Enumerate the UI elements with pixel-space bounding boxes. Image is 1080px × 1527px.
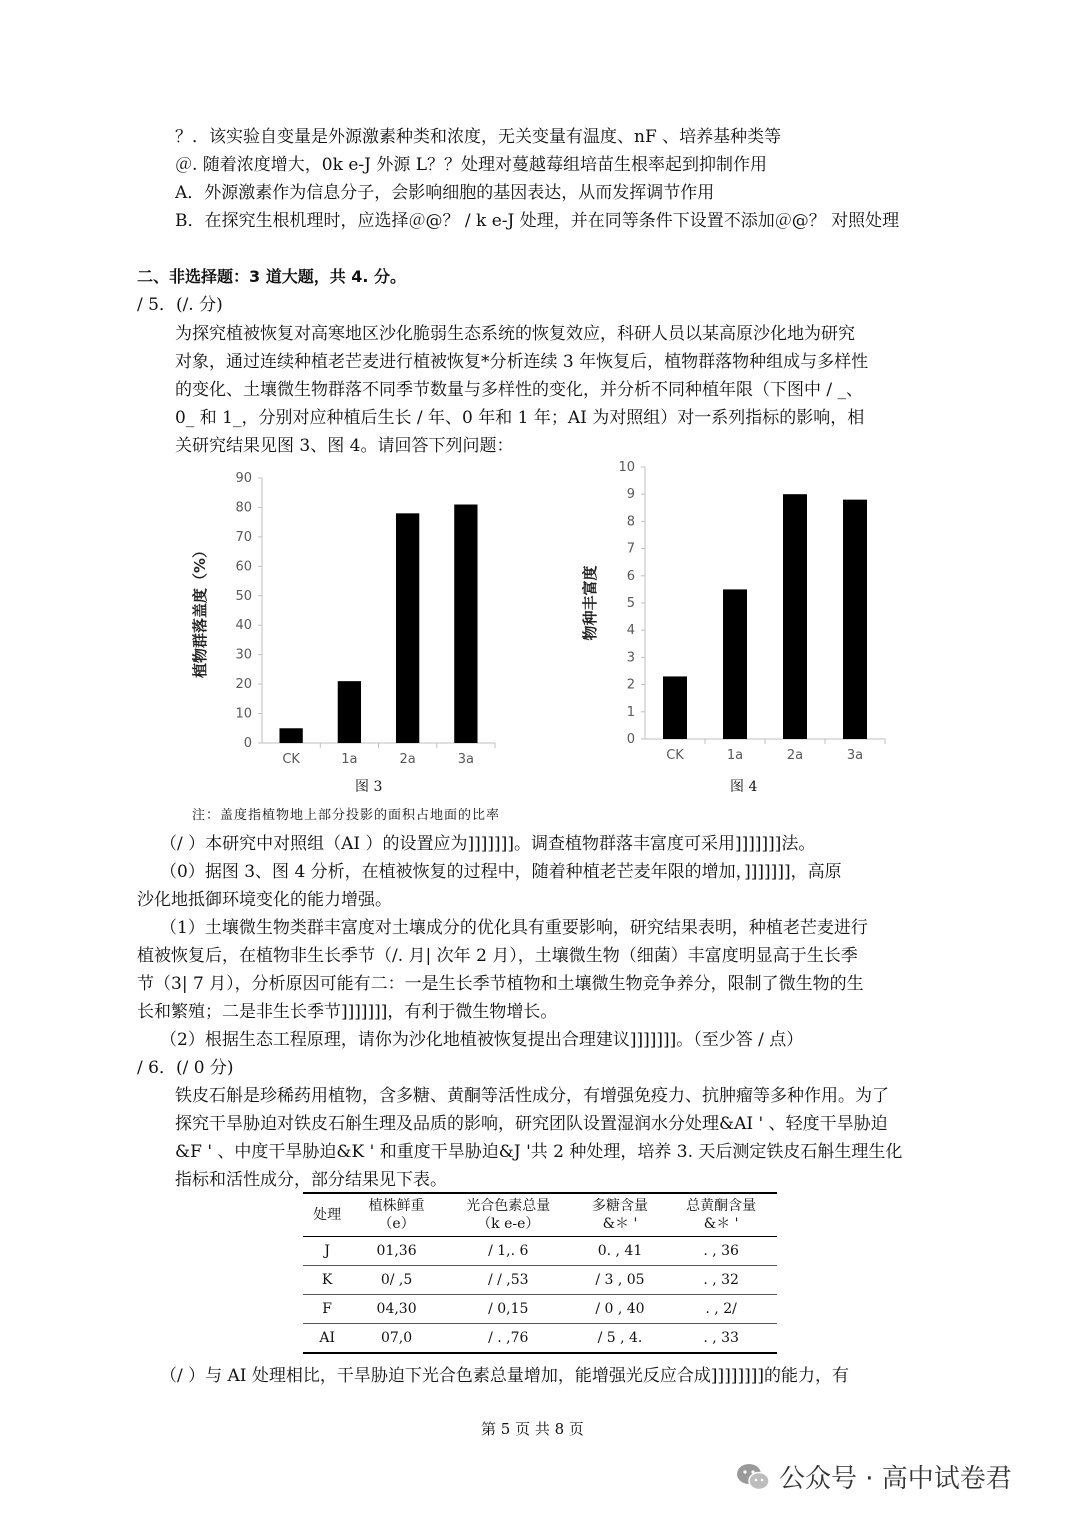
q15-sub-2: （0）据图 3、图 4 分析，在植被恢复的过程中，随着种植老芒麦年限的增加，]]]]]]]，高原 (160, 862, 842, 882)
table-row (303, 1237, 777, 1266)
table-row (303, 1324, 777, 1354)
table-cell: 04,30 (351, 1295, 442, 1324)
table-cell: / 0 , 40 (575, 1295, 666, 1324)
q15-intro-line-2: 对象，通过连续种植老芒麦进行植被恢复*分析连续 3 年恢复后，植物群落物种组成与多样性 (175, 352, 869, 372)
table-cell: J (303, 1237, 351, 1266)
table-cell: . , 36 (665, 1237, 777, 1266)
y-tick-label: 40 (235, 618, 252, 634)
x-tick-label: 2a (786, 748, 804, 763)
y-tick-label: 9 (626, 487, 635, 503)
q16-intro-line-1: 铁皮石斛是珍稀药用植物，含多糖、黄酮等活性成分，有增强免疫力、抗肿瘤等多种作用。为了 (175, 1086, 889, 1106)
table-cell: F (303, 1295, 351, 1324)
y-tick-label: 1 (626, 704, 635, 720)
q16-sub-1: （/ ）与 AI 处理相比，干旱胁迫下光合色素总量增加，能增强光反应合成]]]]]]]]的能力，有 (160, 1366, 849, 1386)
q16-intro-line-2: 探究干旱胁迫对铁皮石斛生理及品质的影响，研究团队设置湿润水分处理&AI ' 、轻度干旱胁迫 (175, 1114, 888, 1134)
y-tick-label: 7 (626, 541, 635, 557)
watermark (735, 1458, 1012, 1495)
y-tick-label: 5 (626, 596, 635, 611)
table-cell: 0/ ,5 (351, 1266, 442, 1295)
figure-4-svg (575, 455, 895, 790)
y-tick-label: 0 (243, 736, 252, 751)
wechat-icon (735, 1462, 771, 1492)
y-tick-label: 3 (626, 650, 635, 666)
q16-intro-line-3: &F ' 、中度干旱胁迫&K ' 和重度干旱胁迫&J '共 2 种处理，培养 3. 天后测定铁皮石斛生理生化 (175, 1142, 903, 1162)
x-tick-label: CK (666, 748, 684, 763)
q15-sub-3-cont-2: 节（3| 7 月），分析原因可能有二：一是生长季节植物和土壤微生物竞争养分，限制了微生物的生 (137, 974, 864, 994)
table-cell: . , 33 (665, 1324, 777, 1354)
chart-figure-4 (575, 455, 895, 790)
q16-number: / 6．(/ 0 分) (137, 1058, 234, 1078)
table-cell: / 1,. 6 (442, 1237, 575, 1266)
watermark-text: 公众号 · 高中试卷君 (779, 1464, 1012, 1494)
bar-CK (279, 728, 302, 743)
q15-sub-3: （1）土壤微生物类群丰富度对土壤成分的优化具有重要影响，研究结果表明，种植老芒麦进行 (160, 918, 868, 938)
table-header-row (303, 1193, 777, 1237)
figure-4-caption: 图 4 (730, 779, 758, 795)
y-tick-label: 20 (235, 677, 252, 693)
y-tick-label: 0 (626, 732, 635, 747)
x-tick-label: 1a (341, 752, 358, 767)
option-at: ＠. 随着浓度增大，0k e-J 外源 L？？处理对蔓越莓组培苗生根率起到抑制作用 (175, 155, 768, 175)
bar-3a (454, 505, 477, 744)
q15-sub-1: （/ ）本研究中对照组（AI ）的设置应为]]]]]]]。调查植物群落丰富度可采用]]]]]]]法。 (160, 834, 816, 854)
table-cell: / 0,15 (442, 1295, 575, 1324)
bar-2a (396, 513, 419, 743)
table-row (303, 1295, 777, 1324)
table-row (303, 1266, 777, 1295)
x-tick-label: 2a (399, 752, 416, 767)
table-header-cell: 光合色素总量 （k e-e） (442, 1193, 575, 1237)
table-header-cell: 植株鲜重 （e） (351, 1193, 442, 1237)
bar-1a (338, 681, 361, 743)
x-tick-label: 3a (457, 752, 474, 767)
x-tick-label: CK (282, 752, 300, 767)
table-header-cell: 总黄酮含量 &＊ ' (665, 1193, 777, 1237)
bar-3a (843, 500, 867, 739)
y-tick-label: 4 (626, 623, 635, 639)
bar-2a (783, 494, 807, 739)
q15-intro-line-1: 为探究植被恢复对高寒地区沙化脆弱生态系统的恢复效应，科研人员以某高原沙化地为研究 (175, 324, 855, 344)
y-tick-label: 60 (235, 559, 252, 575)
y-tick-label: 30 (235, 647, 252, 663)
q15-intro-line-3: 的变化、土壤微生物群落不同季节数量与多样性的变化，并分析不同种植年限（下图中 / _、 (175, 380, 864, 400)
table-cell: / . ,76 (442, 1324, 575, 1354)
y-axis-title: 物种丰富度 (581, 565, 599, 641)
q15-intro-line-4: 0_ 和 1_，分别对应种植后生长 / 年、0 年和 1 年；AI 为对照组）对一系列指标的影响，相 (175, 408, 865, 428)
option-b: B．在探究生根机理时，应选择＠@？ / k e-J 处理，并在同等条件下设置不添加＠@？ 对照处理 (175, 211, 900, 231)
option-a: A．外源激素作为信息分子，会影响细胞的基因表达，从而发挥调节作用 (175, 183, 715, 203)
results-table (303, 1192, 777, 1354)
table-cell: . , 32 (665, 1266, 777, 1295)
y-tick-label: 10 (235, 706, 252, 722)
table-cell: / 3 , 05 (575, 1266, 666, 1295)
x-tick-label: 1a (726, 748, 744, 763)
table-cell: / / ,53 (442, 1266, 575, 1295)
page-footer: 第 5 页 共 8 页 (481, 1420, 584, 1438)
q16-intro-line-4: 指标和活性成分，部分结果见下表。 (175, 1170, 447, 1190)
y-tick-label: 6 (626, 568, 635, 584)
chart-figure-3 (190, 458, 510, 788)
table-cell: / 5 , 4. (575, 1324, 666, 1354)
figure-note: 注：盖度指植物地上部分投影的面积占地面的比率 (192, 808, 501, 823)
table-header-cell: 多糖含量 &＊ ' (575, 1193, 666, 1237)
y-tick-label: 50 (235, 588, 252, 604)
table-cell: 0. , 41 (575, 1237, 666, 1266)
x-tick-label: 3a (846, 748, 864, 763)
q15-number: / 5．(/. 分) (137, 295, 223, 315)
option-question-mark: ？．该实验自变量是外源激素种类和浓度，无关变量有温度、nF 、培养基种类等 (175, 127, 782, 147)
bar-1a (723, 589, 747, 739)
q15-sub-4: （2）根据生态工程原理，请你为沙化地植被恢复提出合理建议]]]]]]]。（至少答 / 点） (160, 1030, 804, 1050)
table-header-cell: 处理 (303, 1193, 351, 1237)
y-tick-label: 10 (618, 460, 635, 475)
table-cell: AI (303, 1324, 351, 1354)
table-cell: 01,36 (351, 1237, 442, 1266)
y-tick-label: 80 (235, 500, 252, 516)
q15-sub-2-cont: 沙化地抵御环境变化的能力增强。 (137, 890, 392, 910)
section-title: 二、非选择题：3 道大题，共 4. 分。 (137, 267, 407, 286)
q15-sub-3-cont-3: 长和繁殖；二是非生长季节]]]]]]]，有利于微生物增长。 (137, 1002, 558, 1022)
table-cell: . , 2/ (665, 1295, 777, 1324)
figure-3-caption: 图 3 (355, 779, 383, 795)
q15-intro-line-5: 关研究结果见图 3、图 4。请回答下列问题： (175, 436, 514, 456)
y-tick-label: 90 (235, 471, 252, 486)
bar-CK (663, 676, 687, 739)
figure-3-svg (190, 458, 510, 788)
q15-sub-3-cont-1: 植被恢复后，在植物非生长季节（/. 月| 次年 2 月），土壤微生物（细菌）丰富度明显高于生长季 (137, 946, 858, 966)
y-tick-label: 2 (626, 677, 635, 693)
y-axis-title: 植物群落盖度（%） (191, 542, 209, 679)
table-cell: 07,0 (351, 1324, 442, 1354)
y-tick-label: 8 (626, 514, 635, 530)
y-tick-label: 70 (235, 529, 252, 545)
table-cell: K (303, 1266, 351, 1295)
